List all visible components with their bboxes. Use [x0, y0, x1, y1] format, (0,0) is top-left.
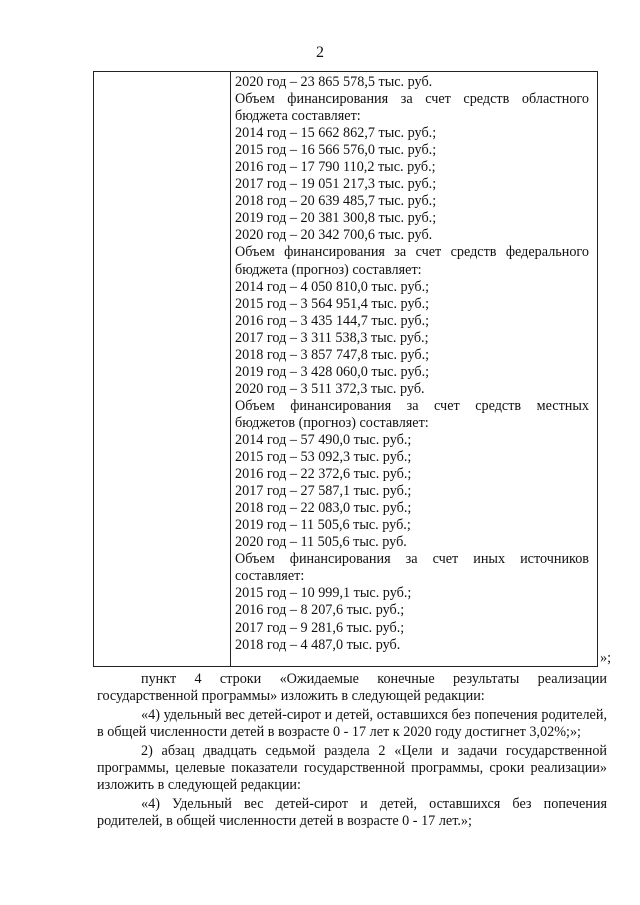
paragraph: «4) удельный вес детей-сирот и детей, оставшихся без попечения родителей, в общей численности детей в возрасте 0 - 17 лет к 2020 году достигнет 3,02%;»;: [97, 707, 607, 740]
column-divider: [230, 72, 231, 666]
finance-line: 2016 год – 22 372,6 тыс. руб.;: [235, 466, 412, 483]
finance-heading: Объем финансирования за счет средств федерального бюджета (прогноз) составляет:: [235, 244, 589, 278]
finance-line: 2015 год – 16 566 576,0 тыс. руб.;: [235, 142, 437, 159]
finance-line: 2018 год – 3 857 747,8 тыс. руб.;: [235, 346, 430, 363]
finance-line: 2017 год – 19 051 217,3 тыс. руб.;: [235, 176, 437, 193]
paragraph: пункт 4 строки «Ожидаемые конечные результаты реализации государственной программы» изложить в следующей редакции:: [97, 671, 607, 704]
page-number: 2: [316, 44, 324, 61]
finance-heading: Объем финансирования за счет средств областного бюджета составляет:: [235, 91, 589, 125]
table-closing-quote: »;: [600, 650, 612, 666]
passport-table: [93, 71, 598, 667]
paragraph: «4) Удельный вес детей-сирот и детей, оставшихся без попечения родителей, в общей численности детей в возрасте 0 - 17 лет.»;: [97, 796, 607, 829]
finance-line: 2014 год – 57 490,0 тыс. руб.;: [235, 431, 412, 448]
paragraph: 2) абзац двадцать седьмой раздела 2 «Цели и задачи государственной программы, целевые показатели государственной программы, сроки реализации» изложить в следующей редакции:: [97, 743, 607, 793]
finance-line: 2018 год – 22 083,0 тыс. руб.;: [235, 500, 412, 517]
finance-line: 2020 год – 3 511 372,3 тыс. руб.: [235, 380, 425, 397]
finance-line: 2017 год – 3 311 538,3 тыс. руб.;: [235, 329, 429, 346]
finance-line: 2015 год – 53 092,3 тыс. руб.;: [235, 449, 412, 466]
finance-line: 2020 год – 20 342 700,6 тыс. руб.: [235, 227, 433, 244]
finance-line: 2020 год – 23 865 578,5 тыс. руб.: [235, 74, 433, 90]
finance-line: 2019 год – 11 505,6 тыс. руб.;: [235, 517, 411, 534]
finance-line: 2019 год – 3 428 060,0 тыс. руб.;: [235, 363, 430, 380]
finance-line: 2017 год – 27 587,1 тыс. руб.;: [235, 483, 412, 500]
finance-line: 2016 год – 17 790 110,2 тыс. руб.;: [235, 159, 436, 176]
finance-line: 2014 год – 15 662 862,7 тыс. руб.;: [235, 125, 437, 142]
financing-cell: [235, 74, 589, 654]
finance-heading: Объем финансирования за счет иных источников составляет:: [235, 551, 589, 585]
finance-line: 2018 год – 20 639 485,7 тыс. руб.;: [235, 193, 437, 210]
finance-line: 2020 год – 11 505,6 тыс. руб.: [235, 534, 407, 551]
amendment-text: [97, 671, 607, 832]
finance-line: 2014 год – 4 050 810,0 тыс. руб.;: [235, 278, 430, 295]
finance-line: 2018 год – 4 487,0 тыс. руб.: [235, 636, 401, 653]
finance-heading: Объем финансирования за счет средств местных бюджетов (прогноз) составляет:: [235, 397, 589, 431]
finance-line: 2015 год – 3 564 951,4 тыс. руб.;: [235, 295, 430, 312]
finance-line: 2016 год – 8 207,6 тыс. руб.;: [235, 602, 405, 619]
finance-line: 2019 год – 20 381 300,8 тыс. руб.;: [235, 210, 437, 227]
finance-line: 2017 год – 9 281,6 тыс. руб.;: [235, 619, 405, 636]
finance-line: 2016 год – 3 435 144,7 тыс. руб.;: [235, 312, 430, 329]
finance-line: 2015 год – 10 999,1 тыс. руб.;: [235, 585, 412, 602]
